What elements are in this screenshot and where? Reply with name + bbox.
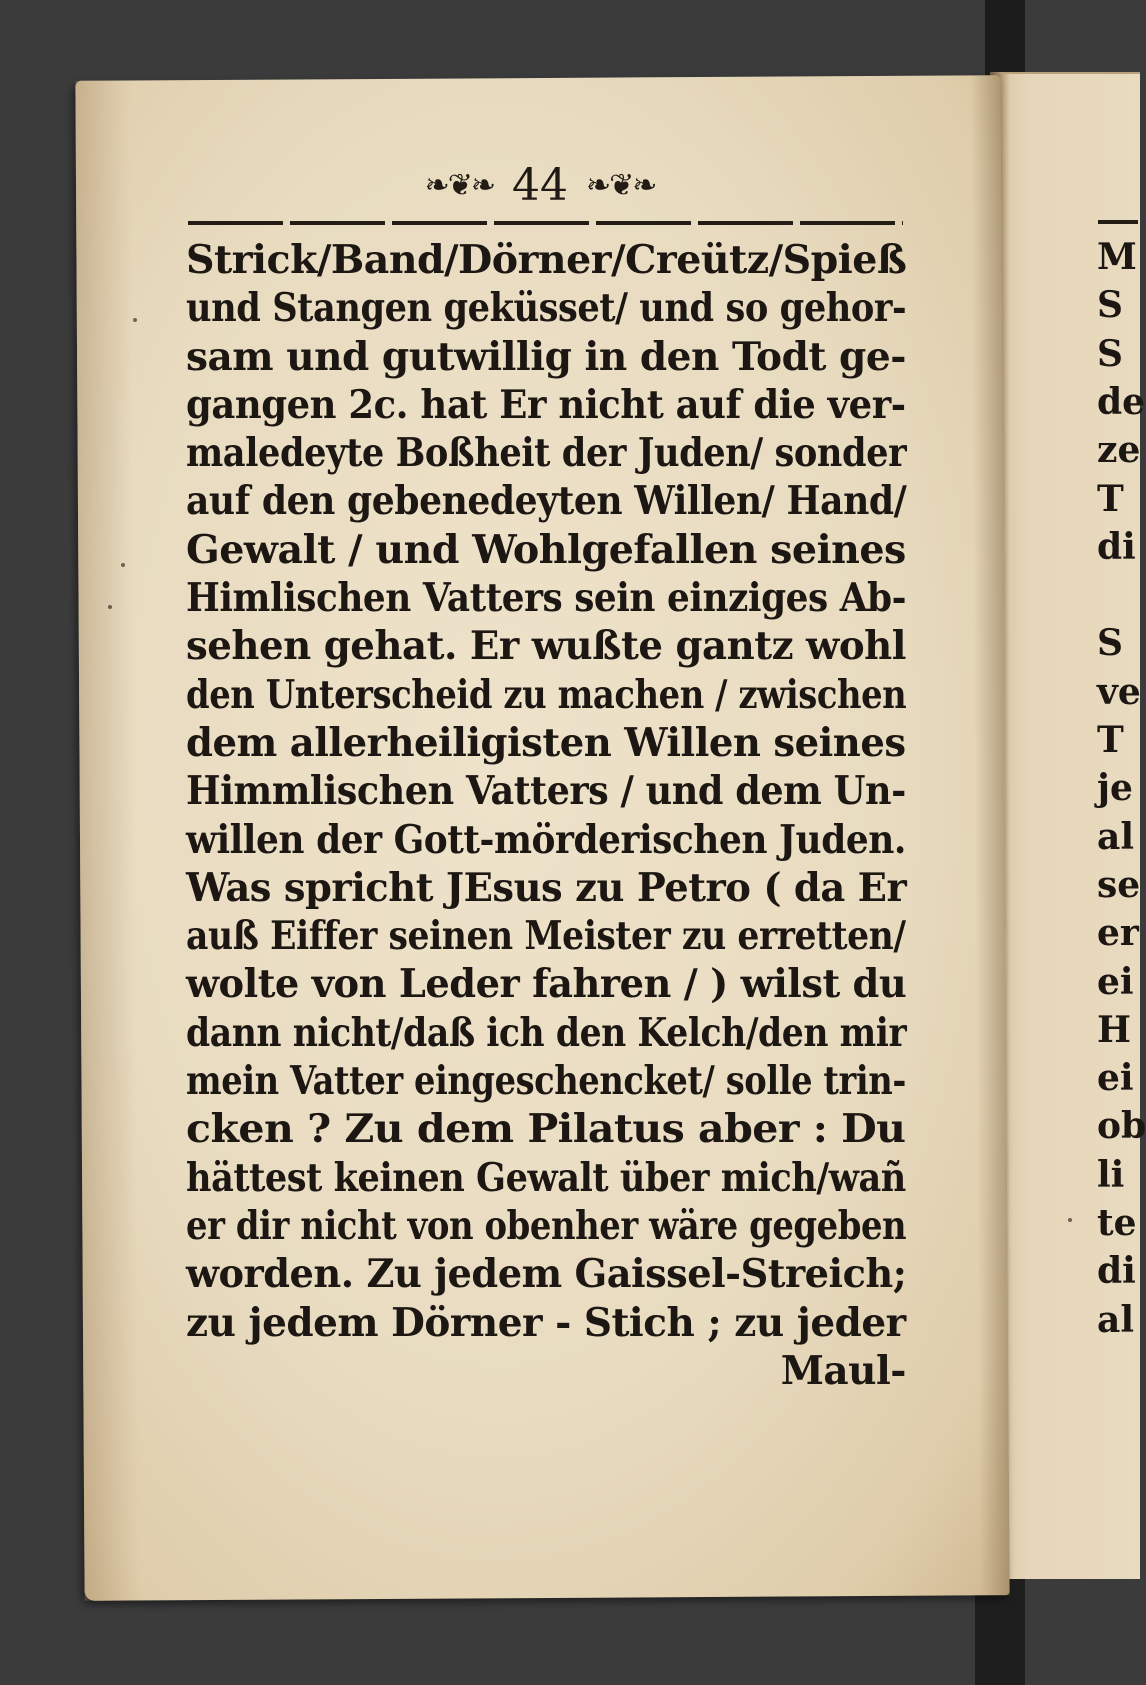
text-line: willen der Gott-mörderischen Juden. [186,816,906,863]
text-line: er dir nicht von obenher wäre gegeben [186,1202,907,1249]
text-line: hättest keinen Gewalt über mich/wañ [186,1154,906,1201]
facing-page-fragment: T [1097,719,1124,761]
paper-speck [108,605,112,609]
page-number: 44 [512,159,568,211]
facing-page-fragment: je [1097,767,1133,810]
right-ornament-icon: ❧❦❧ [586,167,656,203]
text-line: und Stangen geküsset/ und so gehor- [186,285,907,332]
facing-page-fragment: M [1097,236,1137,278]
text-line: dann nicht/daß ich den Kelch/den mir [186,1009,907,1056]
text-line: Himlischen Vatters sein einziges Ab- [186,575,907,622]
facing-page-fragment: se [1097,863,1141,906]
text-line: sehen gehat. Er wußte gantz wohl [186,623,906,670]
text-line: dem allerheiligisten Willen seines [186,719,906,766]
body-text [186,236,906,1395]
facing-page-fragment: ob [1097,1105,1146,1148]
facing-page-fragment: ei [1097,960,1134,1003]
text-line: sam und gutwillig in den Todt ge- [186,333,906,380]
text-line: auf den gebenedeyten Willen/ Hand/ [186,478,907,525]
text-line: worden. Zu jedem Gaissel-Streich; [186,1251,907,1298]
facing-page-fragment: S [1097,284,1123,327]
facing-page-fragment: er [1097,912,1139,955]
facing-page-fragment: de [1097,380,1146,423]
facing-page-rule [1098,220,1138,224]
paper-speck [121,563,125,567]
text-line: zu jedem Dörner - Stich ; zu jeder [186,1299,906,1346]
paper-speck [1068,1218,1072,1222]
text-line: Was spricht JEsus zu Petro ( da Er [186,864,907,911]
text-line: Strick/Band/Dörner/Creütz/Spieß [186,237,907,283]
text-line: Gewalt / und Wohlgefallen seines [186,526,906,573]
facing-page-fragment: al [1097,815,1135,858]
text-line: maledeyte Boßheit der Juden/ sonder [186,430,907,477]
facing-page-fragment: di [1097,1250,1136,1293]
book-spine-top [985,0,1025,78]
facing-page-fragment: ve [1097,670,1141,713]
text-line: wolte von Leder fahren / ) wilst du [186,961,907,1008]
facing-page-fragment: ze [1097,429,1141,472]
page-header [330,150,750,220]
facing-page-fragment: te [1097,1202,1137,1244]
facing-page-fragment: ei [1097,1057,1134,1100]
facing-page-fragment: S [1097,332,1123,375]
text-line: auß Eiffer seinen Meister zu erretten/ [186,913,906,960]
text-line: cken ? Zu dem Pilatus aber : Du [186,1106,906,1153]
text-line: Himmlischen Vatters / und dem Un- [186,768,906,815]
text-line: gangen 2c. hat Er nicht auf die ver- [186,381,906,428]
facing-page-fragment: H [1097,1008,1132,1051]
catchword-line [186,1347,906,1395]
facing-page-fragment: li [1097,1153,1125,1196]
facing-page-fragment: T [1097,477,1124,520]
header-rule [188,221,903,225]
text-line: den Unterscheid zu machen / zwischen [186,671,907,718]
catchword: Maul- [780,1347,906,1394]
paper-speck [133,318,137,322]
text-line: mein Vatter eingeschencket/ solle trin- [186,1058,906,1105]
facing-page-fragment: al [1097,1298,1135,1341]
facing-page-fragment: di [1097,525,1136,568]
facing-page-fragment: S [1097,622,1123,665]
left-ornament-icon: ❧❦❧ [424,167,494,203]
